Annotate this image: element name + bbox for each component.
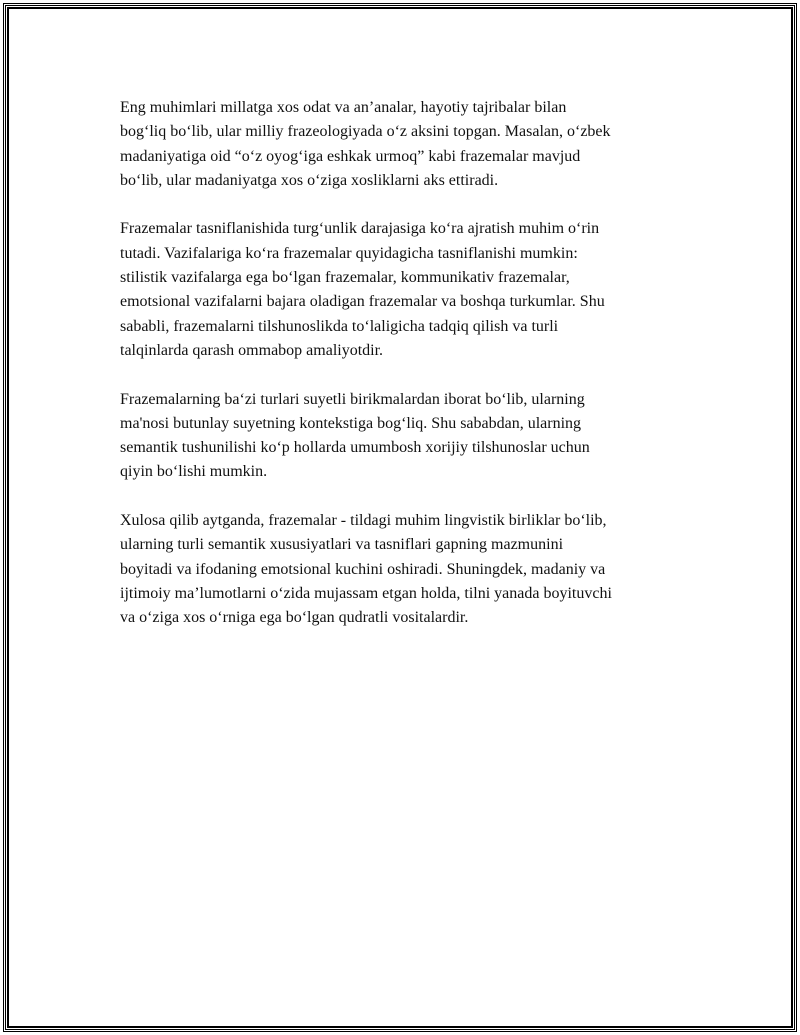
text-line: ularning turli semantik xususiyatlari va tasniflari gapning mazmunini (120, 536, 564, 554)
text-line: Eng muhimlari millatga xos odat va an’analar, hayotiy tajribalar bilan (120, 99, 567, 116)
paragraph-3 (120, 388, 700, 485)
text-line: va o‘ziga xos o‘rniga ega bo‘lgan qudratli vositalardir. (120, 609, 469, 627)
text-line: bo‘lib, ular madaniyatga xos o‘ziga xosliklarni aks ettiradi. (120, 171, 499, 189)
text-line: semantik tushunilishi ko‘p hollarda umumbosh xorijiy tilshunoslar uchun (120, 439, 590, 457)
page-border (3, 3, 797, 1032)
paragraph-4 (120, 509, 700, 630)
document-body (120, 96, 700, 655)
text-line: Frazemalarning ba‘zi turlari suyetli birikmalardan iborat bo‘lib, ularning (120, 390, 585, 408)
text-line: emotsional vazifalarni bajara oladigan frazemalar va boshqa turkumlar. Shu (120, 293, 605, 311)
text-line: Xulosa qilib aytganda, frazemalar - tildagi muhim lingvistik birliklar bo‘lib, (120, 512, 607, 530)
text-line: Frazemalar tasniflanishida turg‘unlik darajasiga ko‘ra ajratish muhim o‘rin (120, 220, 600, 238)
text-line: talqinlarda qarash ommabop amaliyotdir. (120, 341, 384, 359)
text-line: ma'nosi butunlay suyetning kontekstiga bog‘liq. Shu sababdan, ularning (120, 414, 582, 432)
text-line: sababli, frazemalarni tilshunoslikda to‘laligicha tadqiq qilish va turli (120, 317, 559, 335)
paragraph-1 (120, 96, 700, 193)
text-line: tutadi. Vazifalariga ko‘ra frazemalar quyidagicha tasniflanishi mumkin: (120, 244, 578, 262)
text-line: bog‘liq bo‘lib, ular milliy frazeologiyada o‘z aksini topgan. Masalan, o‘zbek (120, 123, 611, 141)
text-line: madaniyatiga oid “o‘z oyog‘iga eshkak urmoq” kabi frazemalar mavjud (120, 147, 581, 165)
paragraph-2 (120, 217, 700, 363)
text-line: ijtimoiy ma’lumotlarni o‘zida mujassam etgan holda, tilni yanada boyituvchi (120, 584, 612, 602)
text-line: boyitadi va ifodaning emotsional kuchini oshiradi. Shuningdek, madaniy va (120, 560, 606, 578)
text-line: stilistik vazifalarga ega bo‘lgan frazemalar, kommunikativ frazemalar, (120, 269, 570, 287)
text-line: qiyin bo‘lishi mumkin. (120, 463, 268, 481)
